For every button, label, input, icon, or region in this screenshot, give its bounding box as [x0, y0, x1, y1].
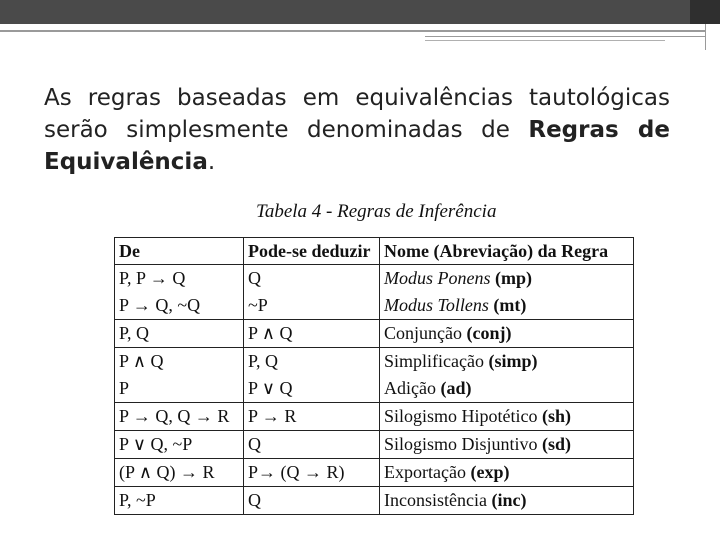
cell-deduce	[244, 403, 380, 431]
rule-name	[384, 320, 629, 346]
cell-rule-name	[380, 403, 634, 431]
rule-abbreviation: (conj)	[466, 323, 512, 343]
premise-text: P → Q, Q → R	[119, 406, 230, 426]
cell-deduce	[244, 320, 380, 348]
table-caption: Tabela 4 - Regras de Inferência	[256, 201, 497, 222]
cell-deduce	[244, 459, 380, 487]
premise-text: P, ~P	[119, 490, 156, 510]
rule-name-italic: Modus Tollens	[384, 295, 489, 315]
premise-text: P	[119, 378, 130, 398]
cell-deduce	[244, 265, 380, 320]
intro-paragraph	[44, 82, 670, 178]
cell-rule-name	[380, 459, 634, 487]
premise-text: P ∨ Q, ~P	[119, 434, 193, 454]
header-from: De	[115, 238, 244, 265]
table-row	[115, 459, 634, 487]
cell-from	[115, 348, 244, 403]
cell-rule-name	[380, 348, 634, 403]
rule-name-text: Exportação	[384, 462, 471, 482]
cell-rule-name	[380, 431, 634, 459]
rule-name-text: Adição	[384, 378, 441, 398]
conclusion-text: P ∧ Q	[248, 323, 293, 343]
rule-name	[384, 431, 629, 457]
table-row	[115, 320, 634, 348]
rule-name	[384, 403, 629, 429]
conclusion-text: P→ (Q → R)	[248, 462, 345, 482]
decorative-line	[0, 30, 705, 32]
rule-name	[384, 375, 629, 402]
table-body	[115, 265, 634, 515]
cell-rule-name	[380, 265, 634, 320]
rule-name	[384, 265, 629, 292]
premise-text: P → Q, ~Q	[119, 295, 201, 315]
premise-text: (P ∧ Q) → R	[119, 462, 215, 482]
conclusion-text: P ∨ Q	[248, 378, 293, 398]
table-row	[115, 265, 634, 320]
rule-name-text: Silogismo Disjuntivo	[384, 434, 543, 454]
rule-name	[384, 459, 629, 485]
rule-name-text: Simplificação	[384, 351, 489, 371]
rule-abbreviation: (mt)	[493, 295, 527, 315]
premise-text: P ∧ Q	[119, 351, 164, 371]
cell-from	[115, 320, 244, 348]
rule-name	[384, 348, 629, 375]
cell-from	[115, 459, 244, 487]
conclusion-text: Q	[248, 490, 261, 510]
cell-from	[115, 431, 244, 459]
rule-abbreviation: (inc)	[491, 490, 527, 510]
intro-text: As regras baseadas em equivalências tautológicas serão simplesmente denominadas de	[44, 85, 670, 143]
inference-rules-table	[114, 237, 634, 515]
cell-deduce	[244, 487, 380, 515]
rule-abbreviation: (sd)	[542, 434, 572, 454]
cell-from	[115, 265, 244, 320]
table-row	[115, 348, 634, 403]
decorative-line	[425, 40, 665, 41]
cell-rule-name	[380, 320, 634, 348]
rule-abbreviation: (sh)	[542, 406, 572, 426]
conclusion-text: Q	[248, 434, 261, 454]
table-row	[115, 403, 634, 431]
cell-from	[115, 487, 244, 515]
table-row	[115, 487, 634, 515]
header-rule-name: Nome (Abreviação) da Regra	[380, 238, 634, 265]
decorative-line	[425, 36, 705, 37]
rule-abbreviation: (simp)	[488, 351, 538, 371]
rule-name-text: Conjunção	[384, 323, 467, 343]
header-deduce: Pode-se deduzir	[244, 238, 380, 265]
rule-name	[384, 487, 629, 513]
intro-period: .	[207, 149, 216, 175]
rule-name-text: Inconsistência	[384, 490, 492, 510]
conclusion-text: ~P	[248, 295, 268, 315]
rule-name-text: Silogismo Hipotético	[384, 406, 543, 426]
top-decorative-bar	[0, 0, 720, 24]
cell-rule-name	[380, 487, 634, 515]
conclusion-text: P → R	[248, 406, 297, 426]
intro-bold-term: Regras de Equivalência	[44, 117, 670, 175]
cell-deduce	[244, 348, 380, 403]
rule-abbreviation: (ad)	[440, 378, 472, 398]
premise-text: P, P → Q	[119, 268, 186, 288]
top-bar-corner	[690, 0, 720, 24]
table-header-row	[115, 238, 634, 265]
rule-name-italic: Modus Ponens	[384, 268, 491, 288]
premise-text: P, Q	[119, 323, 150, 343]
decorative-line	[705, 24, 706, 50]
conclusion-text: P, Q	[248, 351, 279, 371]
table-row	[115, 431, 634, 459]
rule-abbreviation: (mp)	[495, 268, 532, 288]
rule-abbreviation: (exp)	[470, 462, 510, 482]
conclusion-text: Q	[248, 268, 261, 288]
cell-from	[115, 403, 244, 431]
rule-name	[384, 292, 629, 319]
cell-deduce	[244, 431, 380, 459]
